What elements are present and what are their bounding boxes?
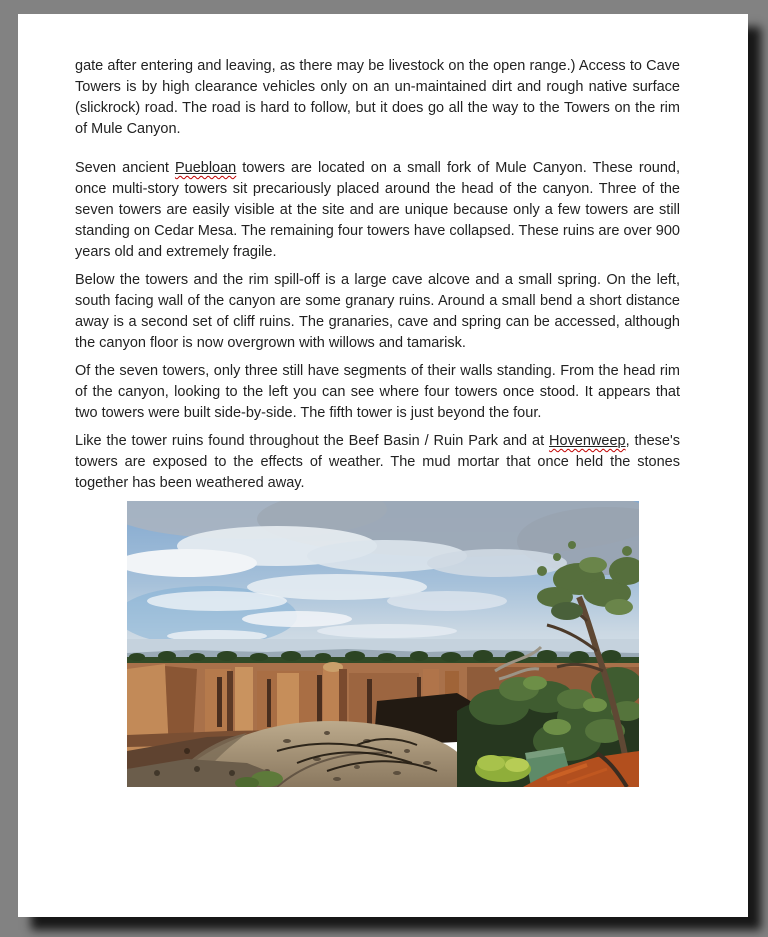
underlined-word [175,160,236,176]
canyon-photo [127,501,639,787]
paragraph: gate after entering and leaving, as there may be livestock on the open range.) Access to Cave Towers is by high clearance vehicles only on an un-maintained dirt and rough native surface (slickrock) road. The road is hard to follow, but it does go all the way to the Towers on the rim of Mule Canyon. [75,58,680,137]
paragraph: Like the tower ruins found throughout the Beef Basin / Ruin Park and at Hovenweep, these's towers are exposed to the effects of weather. The mud mortar that once held the stones together has been weathered away. [75,433,681,491]
paragraph: Seven ancient Puebloan towers are located on a small fork of Mule Canyon. These round, once multi-story towers sit precariously placed around the head of the canyon. Three of the seven towers are easily visible at the site and are unique because only a few towers are still standing on Cedar Mesa. The remaining four towers have collapsed. These ruins are over 900 years old and extremely fragile. [75,160,680,260]
bright-bush [475,755,531,782]
spellcheck-squiggle-word: Hovenweep [549,433,626,449]
underlined-word [549,433,626,449]
paragraph: Below the towers and the rim spill-off is a large cave alcove and a small spring. On the left, south facing wall of the canyon are some granary ruins. Around a small bend a short distance away is a second set of cliff ruins. The granaries, cave and spring can be accessed, although the canyon floor is now overgrown with willows and tamarisk. [75,272,680,351]
canyon-photo-art [127,501,639,787]
paragraph: Of the seven towers, only three still have segments of their walls standing. From the head rim of the canyon, looking to the left you can see where four towers once stood. It appears that two towers were built side-by-side. The fifth tower is just beyond the four. [75,363,680,421]
document-text [18,14,748,494]
document-page [18,14,748,917]
spellcheck-squiggle-word: Puebloan [174,160,237,176]
